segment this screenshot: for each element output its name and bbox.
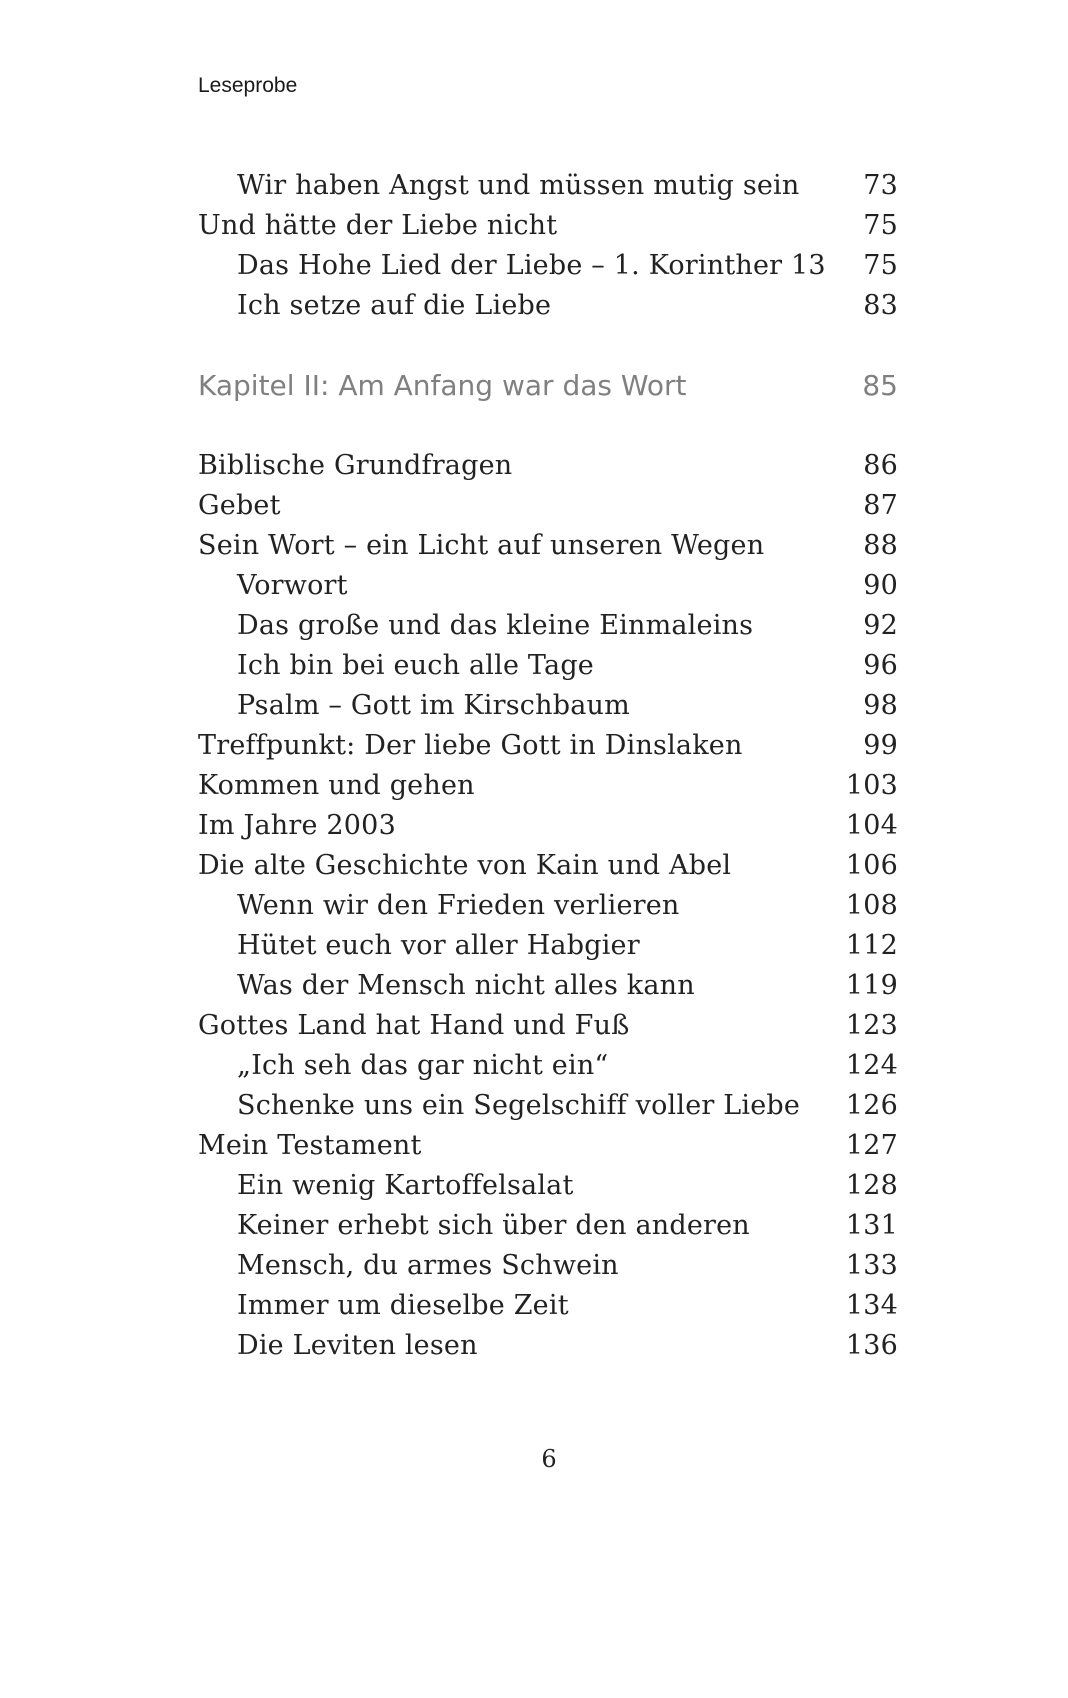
- chapter-page: 85: [862, 369, 898, 402]
- toc-entry-title: Keiner erhebt sich über den anderen: [237, 1210, 750, 1241]
- toc-entry-page: 87: [863, 490, 898, 521]
- toc-entry-page: 103: [845, 770, 898, 801]
- toc-entry: [198, 166, 898, 206]
- toc-entry-page: 136: [845, 1330, 898, 1361]
- toc-entry: [198, 486, 898, 526]
- toc-entry: [198, 686, 898, 726]
- toc-entry: [198, 846, 898, 886]
- toc-entry-title: Ich bin bei euch alle Tage: [237, 650, 594, 681]
- toc-entry: [198, 606, 898, 646]
- toc-entry-title: Mensch, du armes Schwein: [237, 1250, 619, 1281]
- toc-entry: [198, 1206, 898, 1246]
- toc-entry: [198, 1286, 898, 1326]
- toc-entry-page: 92: [863, 610, 898, 641]
- toc-entry-title: Hütet euch vor aller Habgier: [237, 930, 640, 961]
- toc-entry: [198, 1046, 898, 1086]
- toc-entry-title: Sein Wort – ein Licht auf unseren Wegen: [198, 530, 765, 561]
- toc-entry-title: Psalm – Gott im Kirschbaum: [237, 690, 630, 721]
- toc-entry-page: 133: [845, 1250, 898, 1281]
- toc-entry: [198, 246, 898, 286]
- toc-entry-page: 83: [863, 290, 898, 321]
- toc-entry: [198, 726, 898, 766]
- toc-entry: [198, 286, 898, 326]
- toc-entry-title: Wenn wir den Frieden verlieren: [237, 890, 680, 921]
- toc-entry-page: 99: [863, 730, 898, 761]
- toc-entry: [198, 886, 898, 926]
- toc-entry-title: Die alte Geschichte von Kain und Abel: [198, 850, 732, 881]
- toc-entry: [198, 1166, 898, 1206]
- toc-entry-title: Gottes Land hat Hand und Fuß: [198, 1010, 630, 1041]
- toc-entry-page: 88: [863, 530, 898, 561]
- toc-entry: [198, 1086, 898, 1126]
- toc-entry-title: Und hätte der Liebe nicht: [198, 210, 558, 241]
- toc-entry-title: Treffpunkt: Der liebe Gott in Dinslaken: [198, 730, 743, 761]
- toc-entry-page: 98: [863, 690, 898, 721]
- toc-entry-title: Was der Mensch nicht alles kann: [237, 970, 695, 1001]
- toc-entry: [198, 926, 898, 966]
- toc-entry-title: Mein Testament: [198, 1130, 422, 1161]
- toc-entry-page: 119: [845, 970, 898, 1001]
- toc-entry: [198, 766, 898, 806]
- toc-entry: [198, 1246, 898, 1286]
- toc-entry-page: 90: [863, 570, 898, 601]
- toc-entry-title: „Ich seh das gar nicht ein“: [237, 1050, 609, 1081]
- toc-entry-title: Vorwort: [237, 570, 348, 601]
- toc-entry-page: 106: [845, 850, 898, 881]
- toc-entry: [198, 566, 898, 606]
- toc-entry-page: 123: [845, 1010, 898, 1041]
- toc-entry-page: 127: [845, 1130, 898, 1161]
- toc-entry-title: Schenke uns ein Segelschiff voller Liebe: [237, 1090, 801, 1121]
- toc-entry: [198, 646, 898, 686]
- toc-entry-title: Das große und das kleine Einmaleins: [237, 610, 754, 641]
- toc-entry-page: 108: [845, 890, 898, 921]
- page-number: 6: [541, 1445, 557, 1473]
- toc-entry-page: 104: [845, 810, 898, 841]
- toc-entry-title: Im Jahre 2003: [198, 810, 396, 841]
- toc-entry-page: 131: [845, 1210, 898, 1241]
- toc-entry: [198, 806, 898, 846]
- toc-entry-page: 124: [845, 1050, 898, 1081]
- chapter-heading: [198, 364, 898, 408]
- toc-entry-title: Das Hohe Lied der Liebe – 1. Korinther 13: [237, 250, 826, 281]
- toc-entry-title: Wir haben Angst und müssen mutig sein: [237, 170, 800, 201]
- toc-entry-page: 134: [845, 1290, 898, 1321]
- toc-entry: [198, 206, 898, 246]
- toc-entry: [198, 1326, 898, 1366]
- chapter-title: Kapitel II: Am Anfang war das Wort: [198, 369, 687, 402]
- toc-entry-title: Die Leviten lesen: [237, 1330, 478, 1361]
- toc-entry-page: 96: [863, 650, 898, 681]
- toc-entry-page: 128: [845, 1170, 898, 1201]
- toc-entry-title: Biblische Grundfragen: [198, 450, 513, 481]
- toc-entry-title: Ein wenig Kartoffelsalat: [237, 1170, 574, 1201]
- toc-entry-page: 126: [845, 1090, 898, 1121]
- toc-entry-title: Immer um dieselbe Zeit: [237, 1290, 569, 1321]
- toc-entry-title: Kommen und gehen: [198, 770, 475, 801]
- toc-entry-page: 86: [863, 450, 898, 481]
- toc-entry-page: 73: [863, 170, 898, 201]
- toc-entry-page: 75: [863, 250, 898, 281]
- toc-entry: [198, 526, 898, 566]
- toc-entry-page: 112: [845, 930, 898, 961]
- toc-entry: [198, 1006, 898, 1046]
- toc-entry-title: Ich setze auf die Liebe: [237, 290, 552, 321]
- toc-entry-title: Gebet: [198, 490, 281, 521]
- toc-entry: [198, 966, 898, 1006]
- header-label: Leseprobe: [198, 74, 298, 97]
- toc-entry-page: 75: [863, 210, 898, 241]
- toc-entry: [198, 1126, 898, 1166]
- toc-entry: [198, 446, 898, 486]
